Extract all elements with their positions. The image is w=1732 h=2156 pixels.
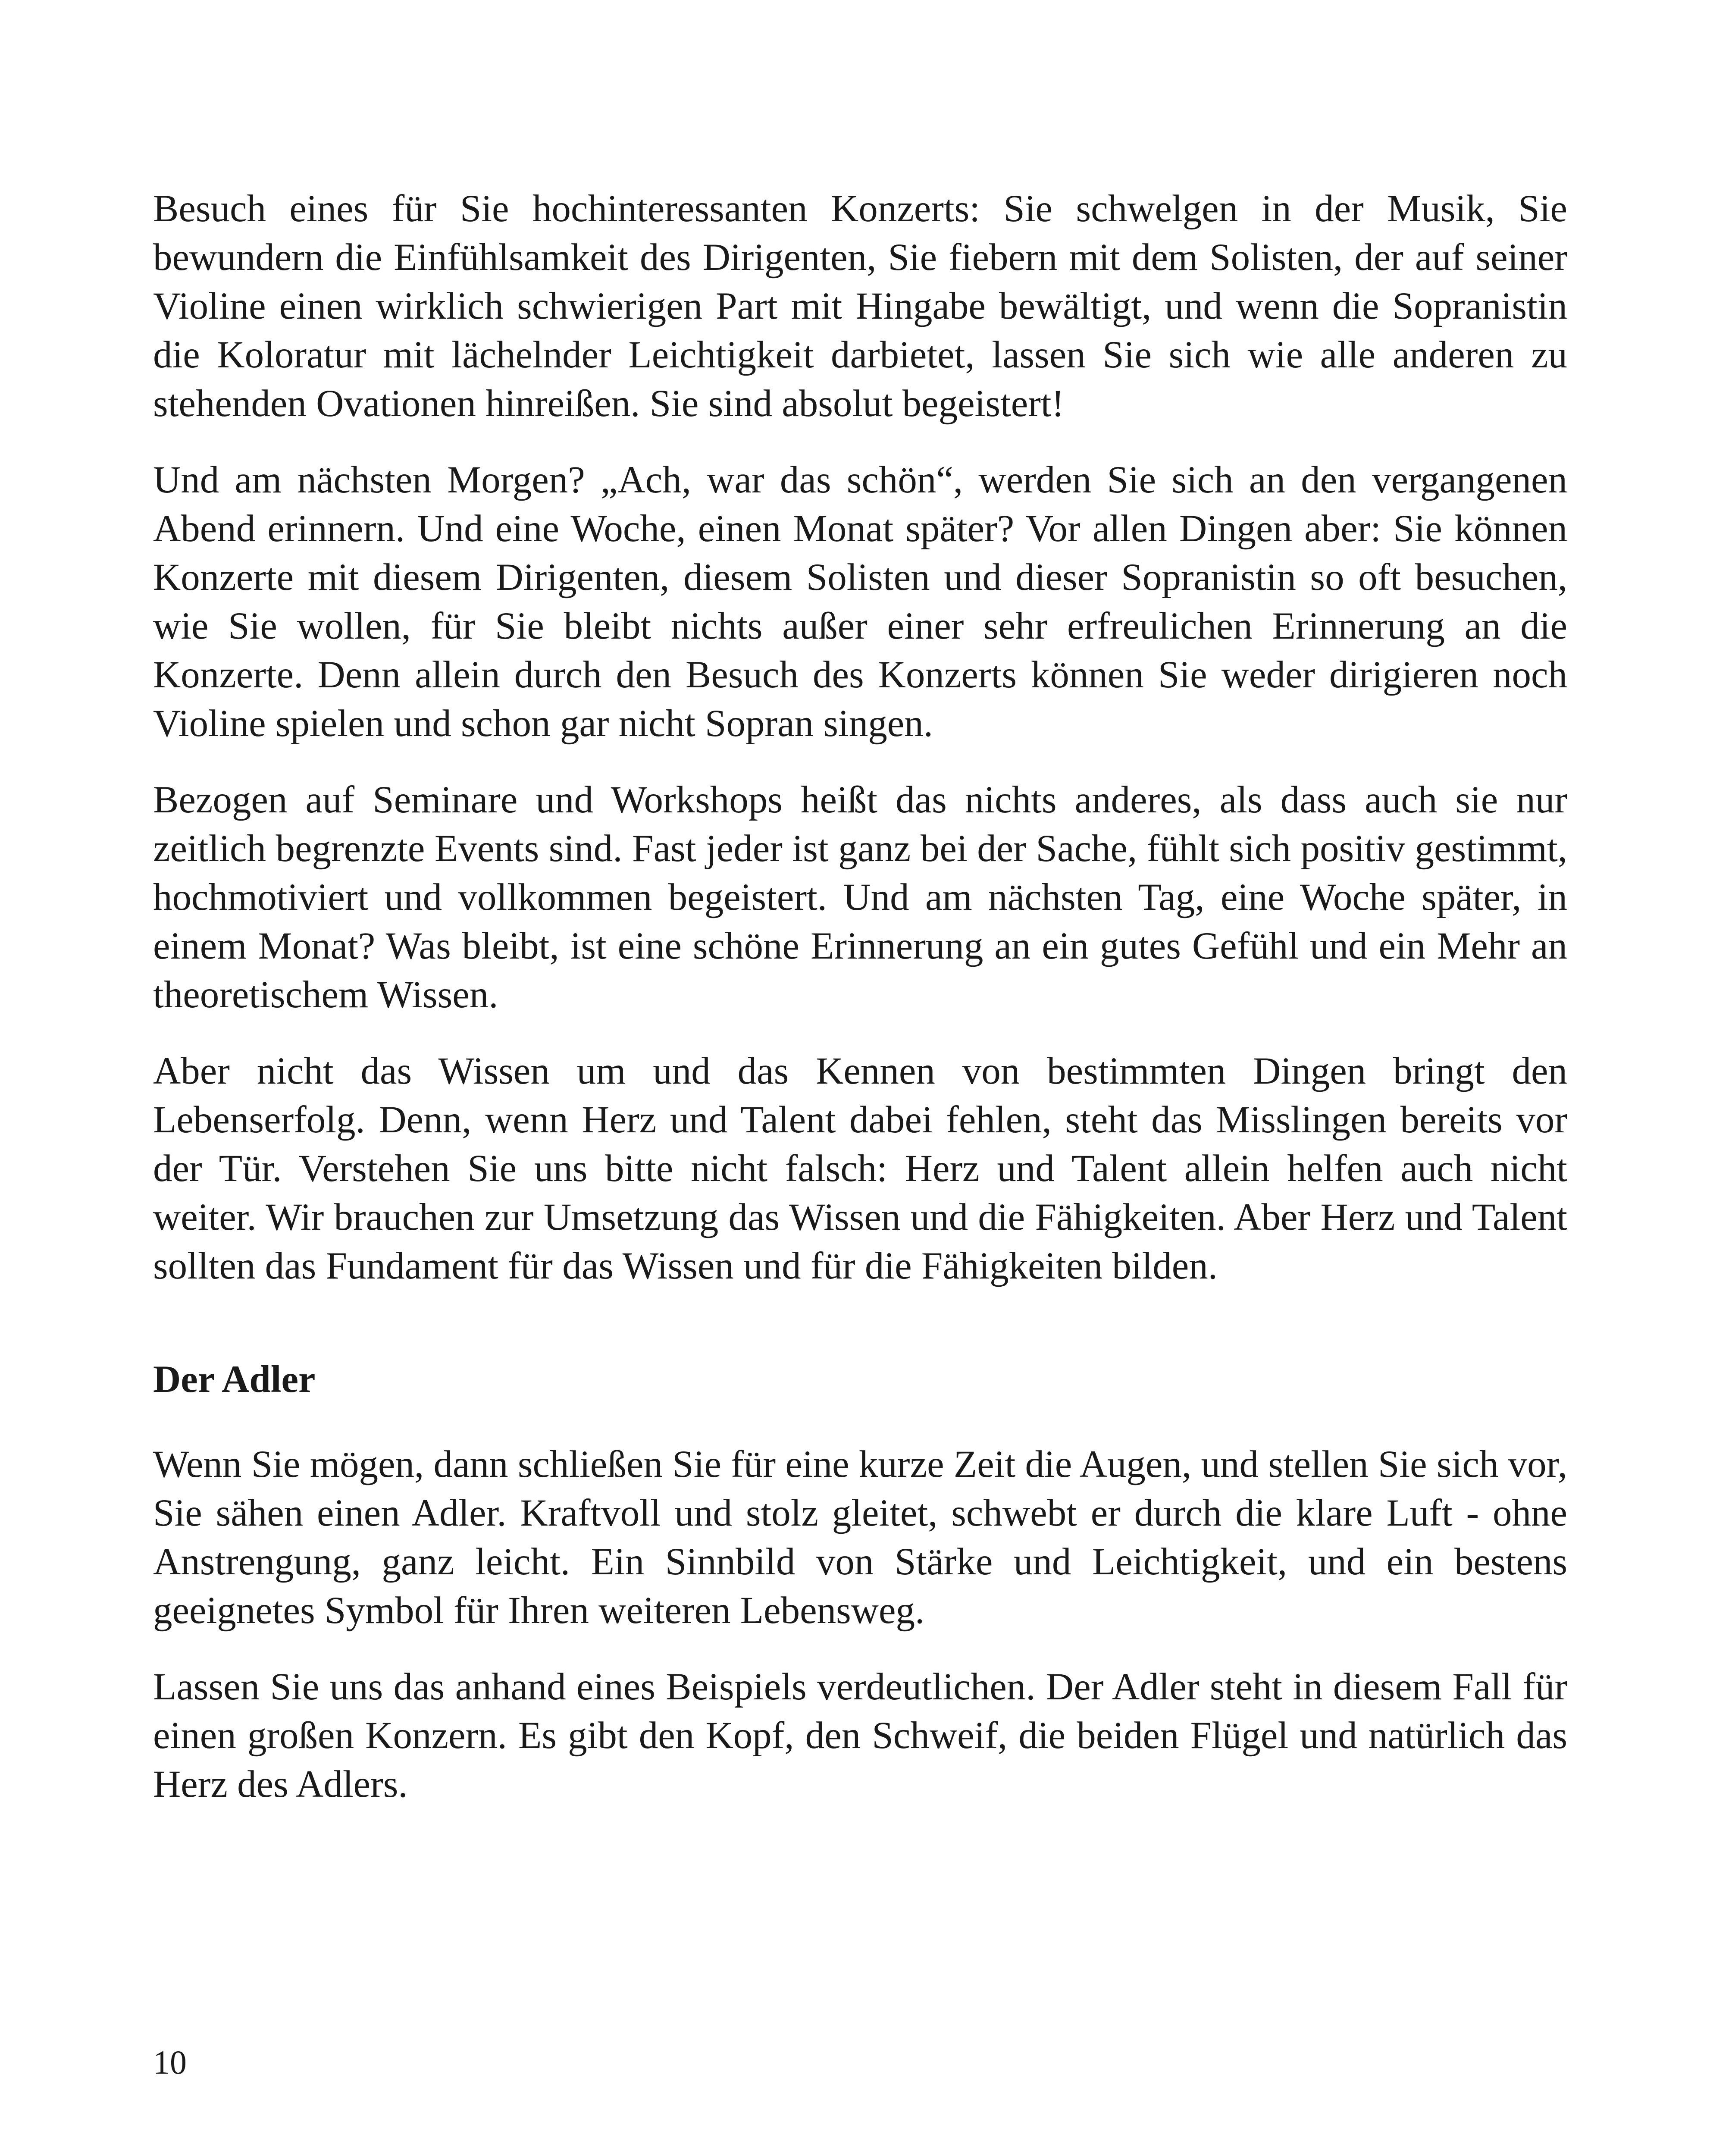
paragraph-concert-visit: Besuch eines für Sie hochinteressanten Konzerts: Sie schwelgen in der Musik, Sie bewundern die Einfühlsamkeit des Dirigenten, Sie fiebern mit dem Solisten, der auf seiner Violine einen wirklich schwierigen Part mit Hingabe bewältigt, und wenn die Sopranistin die Koloratur mit lächelnder Leichtigkeit darbietet, lassen Sie sich wie alle anderen zu stehenden Ovationen hinreißen. Sie sind absolut begeistert!	[153, 188, 1567, 425]
section-heading: Der Adler	[153, 1358, 316, 1401]
paragraph-eagle-imagine: Wenn Sie mögen, dann schließen Sie für eine kurze Zeit die Augen, und stellen Sie sich vor, Sie sähen einen Adler. Kraftvoll und stolz gleitet, schwebt er durch die klare Luft - ohne Anstrengung, ganz leicht. Ein Sinnbild von Stärke und Leichtigkeit, und ein bestens geeignetes Symbol für Ihren weiteren Lebensweg.	[153, 1443, 1567, 1632]
body-text	[153, 185, 1567, 1836]
paragraph-next-morning: Und am nächsten Morgen? „Ach, war das schön“, werden Sie sich an den vergangenen Abend erinnern. Und eine Woche, einen Monat später? Vor allen Dingen aber: Sie können Konzerte mit diesem Dirigenten, diesem Solisten und dieser Sopranistin so oft besuchen, wie Sie wollen, für Sie bleibt nichts außer einer sehr erfreulichen Erinnerung an die Konzerte. Denn allein durch den Besuch des Konzerts können Sie weder dirigieren noch Violine spielen und schon gar nicht Sopran singen.	[153, 459, 1567, 745]
paragraph-knowledge: Aber nicht das Wissen um und das Kennen von bestimmten Dingen bringt den Lebenserfolg. Denn, wenn Herz und Talent dabei fehlen, steht das Misslingen bereits vor der Tür. Verstehen Sie uns bitte nicht falsch: Herz und Talent allein helfen auch nicht weiter. Wir brauchen zur Umsetzung das Wissen und die Fähigkeiten. Aber Herz und Talent sollten das Fundament für das Wissen und für die Fähigkeiten bilden.	[153, 1050, 1567, 1287]
paragraph-eagle-example: Lassen Sie uns das anhand eines Beispiels verdeutlichen. Der Adler steht in diesem Fall für einen großen Konzern. Es gibt den Kopf, den Schweif, die beiden Flügel und natürlich das Herz des Adlers.	[153, 1666, 1567, 1805]
page-number: 10	[153, 2043, 187, 2081]
paragraph-seminars: Bezogen auf Seminare und Workshops heißt das nichts anderes, als dass auch sie nur zeitlich begrenzte Events sind. Fast jeder ist ganz bei der Sache, fühlt sich positiv gestimmt, hochmotiviert und vollkommen begeistert. Und am nächsten Tag, eine Woche später, in einem Monat? Was bleibt, ist eine schöne Erinnerung an ein gutes Gefühl und ein Mehr an theoretischem Wissen.	[153, 779, 1567, 1016]
